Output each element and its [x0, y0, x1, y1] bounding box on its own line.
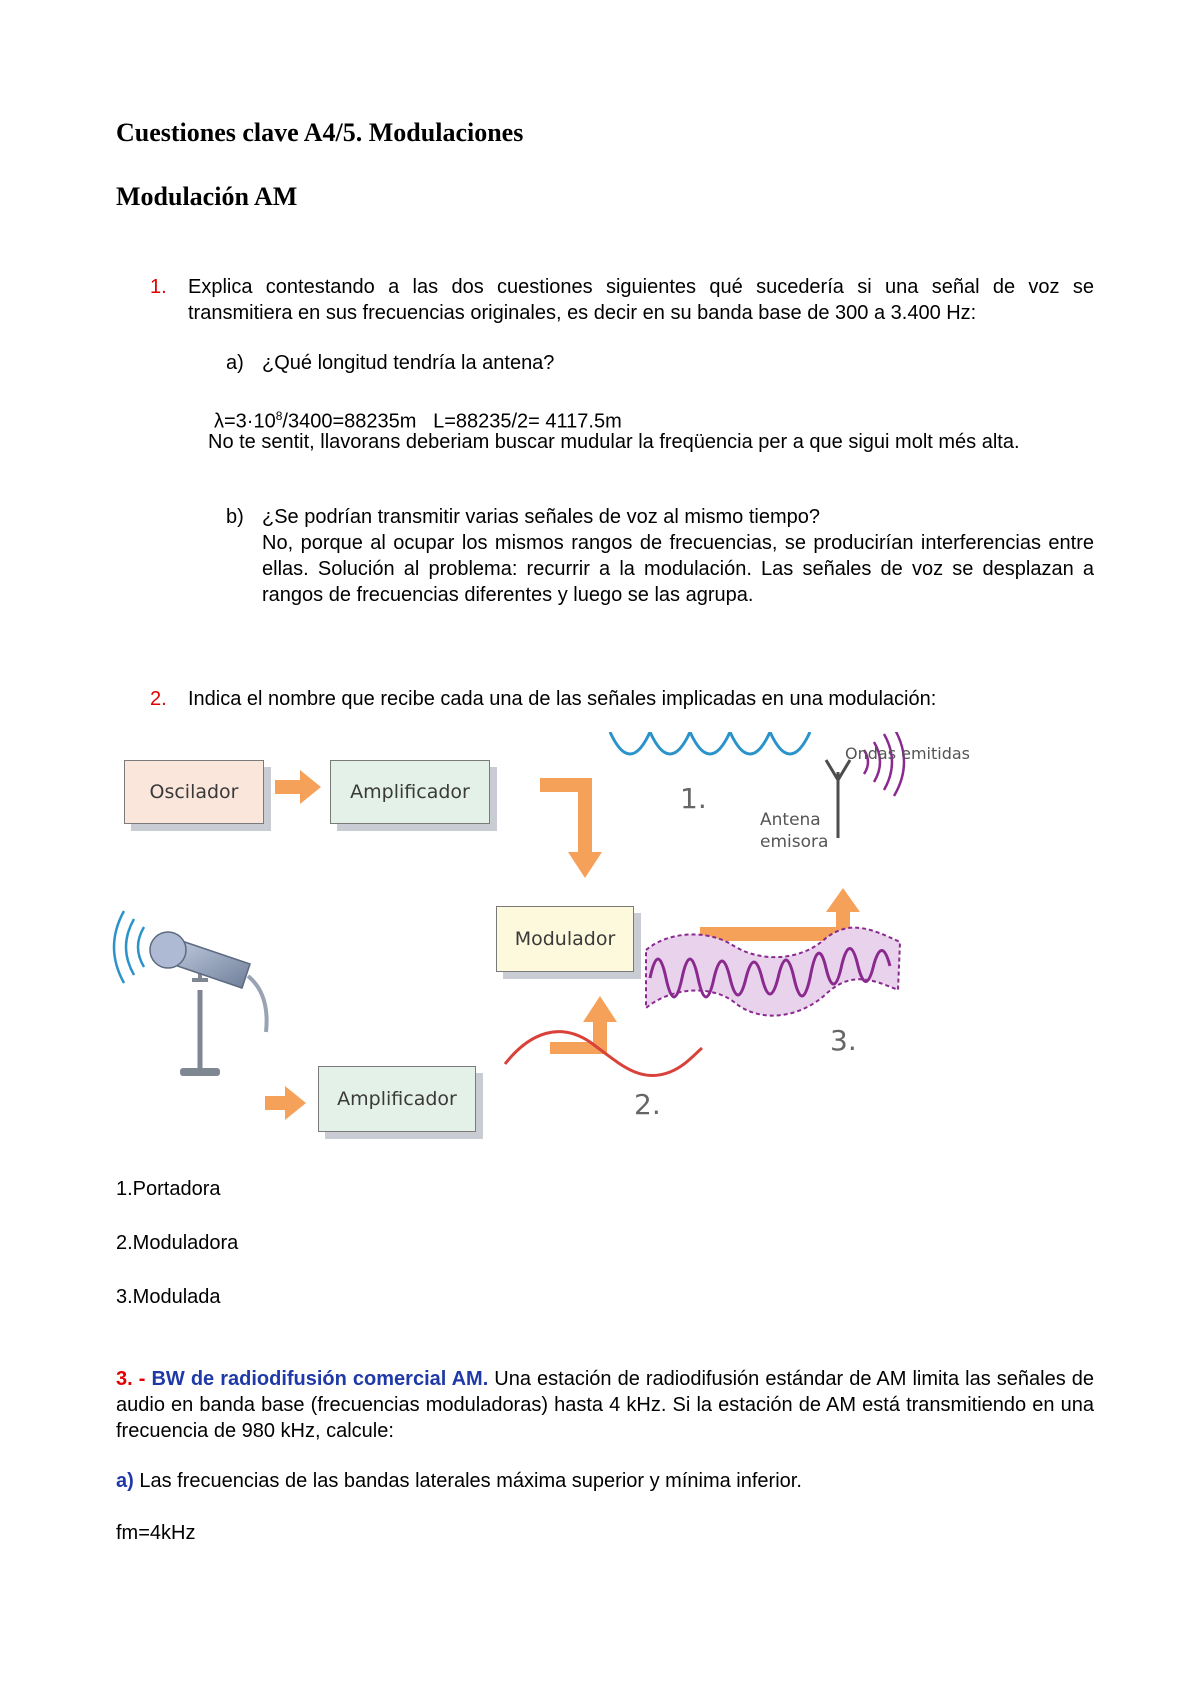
modulador-box: Modulador: [496, 906, 634, 972]
q1-b-label: b): [226, 506, 244, 528]
label-1: 1.: [680, 782, 707, 815]
q1-a-label: a): [226, 352, 244, 374]
q1-b-text: ¿Se podrían transmitir varias señales de voz al mismo tiempo?: [262, 506, 821, 528]
page-title: Cuestiones clave A4/5. Modulaciones: [116, 118, 524, 147]
q3-a-label: a): [116, 1470, 134, 1492]
formula-rest: /3400=88235m L=88235/2= 4117.5m: [282, 410, 622, 433]
q3-a: [116, 1468, 802, 1494]
modulation-diagram: [110, 732, 990, 1152]
answer-3: 3.Modulada: [116, 1286, 221, 1308]
microphone-icon: [150, 932, 267, 1076]
carrier-wave: [610, 732, 810, 754]
q3-number: 3.: [116, 1368, 133, 1390]
q3-heading: BW de radiodifusión comercial AM.: [151, 1368, 489, 1390]
emitted-waves-icon: [864, 732, 904, 796]
section-title: Modulación AM: [116, 182, 298, 211]
q3-paragraph: [116, 1366, 1094, 1444]
q1-note-text: No te sentit, llavorans deberiam buscar mudular la freqüencia per a que sigui molt més alta.: [208, 431, 1020, 453]
antena-label-1: Antena: [760, 810, 821, 830]
oscilador-box: Oscilador: [124, 760, 264, 824]
amplificador-bottom-box: Amplificador: [318, 1066, 476, 1132]
amplificador-top-box: Amplificador: [330, 760, 490, 824]
ondas-label: Ondas emitidas: [845, 744, 971, 763]
sound-waves-icon: [114, 911, 144, 983]
label-2: 2.: [634, 1088, 661, 1121]
q1-note: [208, 429, 1088, 455]
formula-exponent: 8: [275, 409, 283, 423]
q1-text: Explica contestando a las dos cuestiones siguientes qué sucedería si una señal de voz se transmitiera en sus frecuencias originales, es decir en su banda base de 300 a 3.400 Hz:: [188, 276, 1094, 324]
q1-b-answer: No, porque al ocupar los mismos rangos de frecuencias, se producirían interferencias entre ellas. Solución al problema: recurrir a la modulación. Las señales de voz se desplazan a rangos de frecuencias diferentes y luego se las agrupa.: [262, 532, 1094, 606]
q3-dash: -: [132, 1368, 152, 1390]
q3-text: Una estación de radiodifusión estándar de AM limita las señales de audio en banda base (frecuencias moduladoras) hasta 4 kHz. Si la estación de AM está transmitiendo en una frecuencia de 980 kHz, calcule:: [116, 1368, 1094, 1442]
antena-label-2: emisora: [760, 832, 829, 852]
q1-a-text: ¿Qué longitud tendría la antena?: [262, 352, 555, 374]
fm-value: fm=4kHz: [116, 1522, 196, 1544]
label-3: 3.: [830, 1024, 857, 1057]
answer-1: 1.Portadora: [116, 1178, 221, 1200]
q2-text: Indica el nombre que recibe cada una de las señales implicadas en una modulación:: [188, 688, 937, 710]
q1-number: 1.: [150, 276, 167, 298]
q3-a-text: Las frecuencias de las bandas laterales máxima superior y mínima inferior.: [133, 1470, 802, 1492]
answer-2: 2.Moduladora: [116, 1232, 239, 1254]
q2-number: 2.: [150, 688, 167, 710]
antenna-icon: [826, 760, 850, 838]
formula-base: λ=3·10: [214, 410, 276, 433]
